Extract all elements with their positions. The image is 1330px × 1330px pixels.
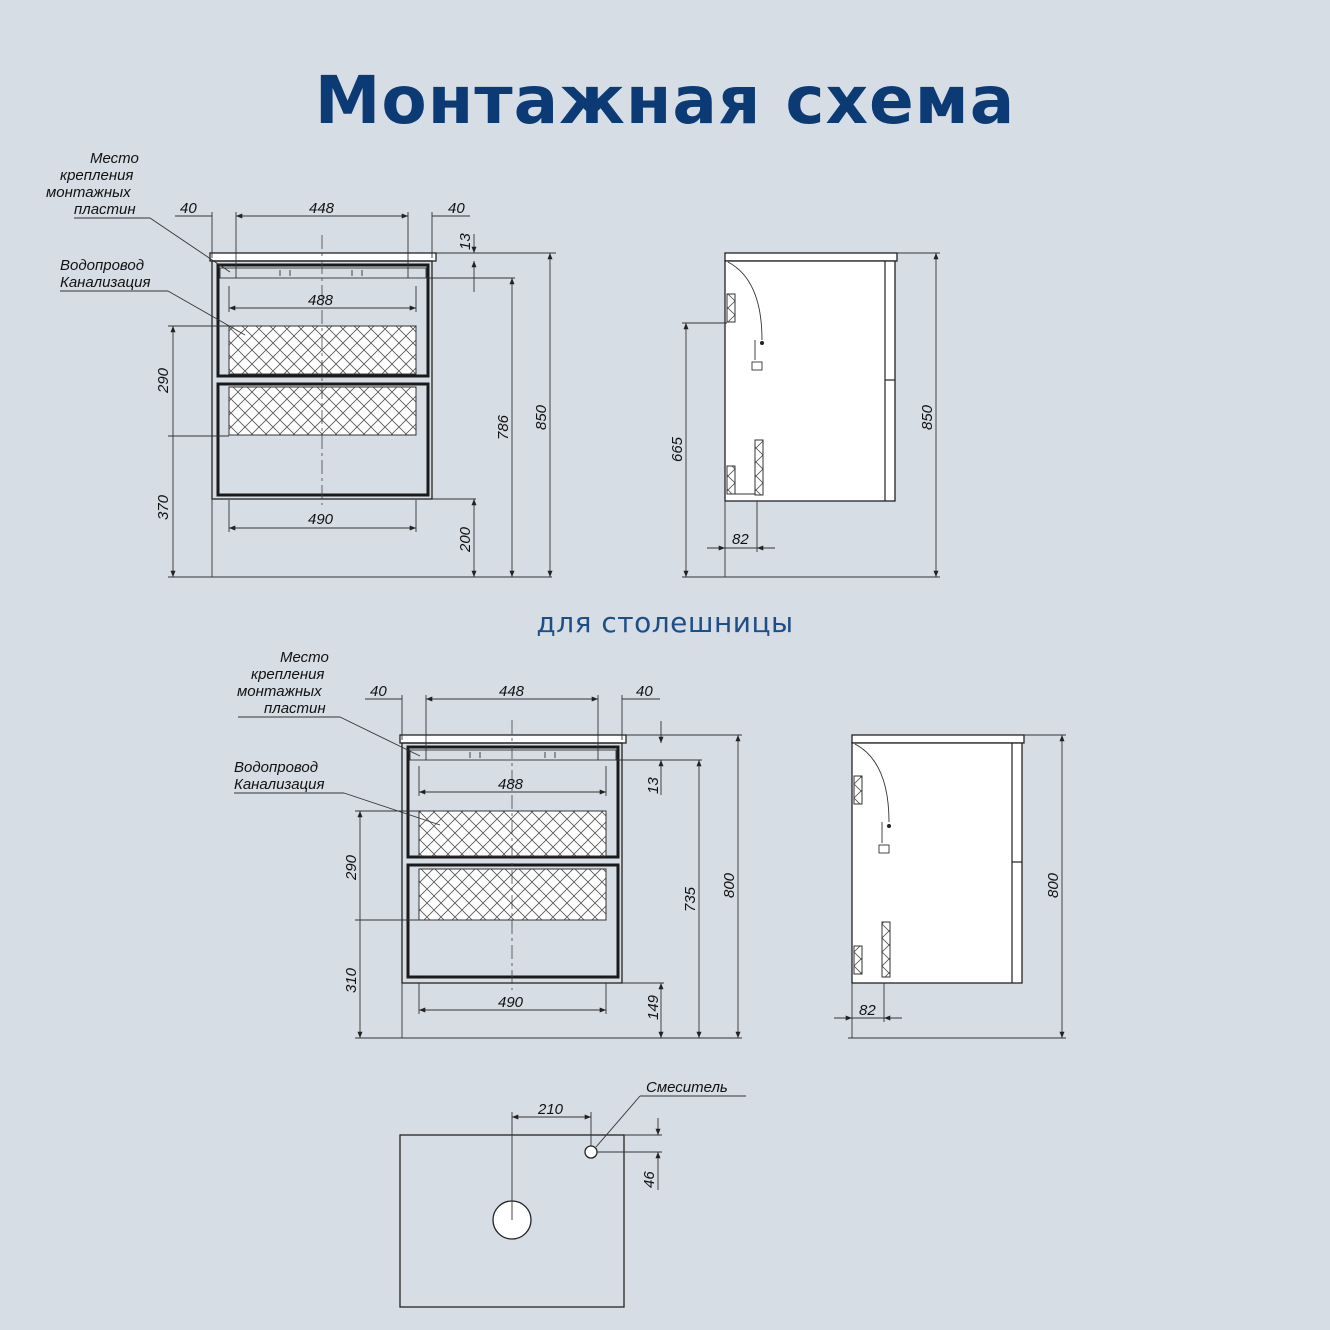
dim2-735: 735 — [682, 886, 699, 912]
dim-490: 490 — [308, 511, 334, 528]
dim-13: 13 — [457, 233, 474, 250]
label-plumbing-1: Водопровод — [60, 257, 145, 274]
dim2-448: 448 — [499, 683, 525, 700]
side-dim-665: 665 — [669, 436, 686, 462]
top-side-view — [669, 253, 940, 577]
dim-200: 200 — [457, 526, 474, 552]
dim-448: 448 — [309, 200, 335, 217]
dim-488: 488 — [308, 292, 334, 309]
label2-mounting-3: монтажных — [237, 683, 322, 700]
label-mounting-3: монтажных — [46, 184, 131, 201]
page-title: Монтажная схема — [314, 62, 1016, 139]
dim2-40-right: 40 — [636, 683, 653, 700]
label2-mounting-1: Место — [280, 649, 329, 666]
bottom-side-view — [834, 735, 1066, 1038]
bottom-front-view — [234, 649, 742, 1038]
plan-dim-46: 46 — [641, 1171, 658, 1188]
plan-dim-210: 210 — [538, 1101, 564, 1118]
dim-40-left: 40 — [180, 200, 197, 217]
label-mounting-1: Место — [90, 150, 139, 167]
section-subtitle: для столешницы — [536, 606, 794, 639]
dim-786: 786 — [495, 414, 512, 440]
dim2-290: 290 — [343, 854, 360, 880]
side-dim-82: 82 — [732, 531, 749, 548]
label-mounting-2: крепления — [60, 167, 134, 184]
dim2-149: 149 — [645, 994, 662, 1020]
dim-370: 370 — [155, 494, 172, 520]
label2-plumbing-1: Водопровод — [234, 759, 319, 776]
top-front-view — [46, 150, 556, 577]
side-dim-850: 850 — [919, 404, 936, 430]
dim-290: 290 — [155, 367, 172, 393]
label-mounting-4: пластин — [74, 201, 136, 218]
dim2-13: 13 — [645, 777, 662, 794]
dim2-488: 488 — [498, 776, 524, 793]
label2-mounting-2: крепления — [251, 666, 325, 683]
countertop-plan-view — [400, 1079, 746, 1307]
dim-850: 850 — [533, 404, 550, 430]
side2-dim-82: 82 — [859, 1002, 876, 1019]
label-mixer: Смеситель — [646, 1079, 728, 1096]
dim2-800: 800 — [721, 872, 738, 898]
dim2-40-left: 40 — [370, 683, 387, 700]
dim2-310: 310 — [343, 967, 360, 993]
label2-mounting-4: пластин — [264, 700, 326, 717]
dim2-490: 490 — [498, 994, 524, 1011]
label-plumbing-2: Канализация — [60, 274, 151, 291]
side2-dim-800: 800 — [1045, 872, 1062, 898]
label2-plumbing-2: Канализация — [234, 776, 325, 793]
dim-40-right: 40 — [448, 200, 465, 217]
